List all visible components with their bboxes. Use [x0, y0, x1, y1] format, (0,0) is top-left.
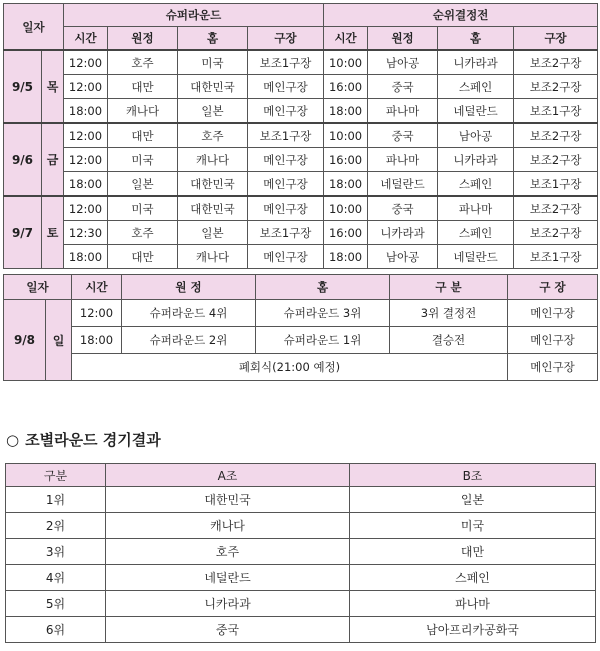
table-row	[6, 513, 596, 539]
group-b-cell: 대만	[350, 539, 596, 565]
placement-time: 10:00	[324, 50, 368, 75]
super-away: 호주	[108, 221, 178, 245]
group-b-cell: 파나마	[350, 591, 596, 617]
rank-cell: 6위	[6, 617, 106, 643]
placement-header: 순위결정전	[324, 4, 598, 27]
game-time: 18:00	[72, 327, 122, 354]
super-away: 호주	[108, 50, 178, 75]
super-time: 12:00	[64, 123, 108, 148]
table-row	[4, 148, 598, 172]
placement-home: 니카라과	[438, 148, 514, 172]
table-row	[4, 99, 598, 124]
game-away: 슈퍼라운드 4위	[122, 300, 256, 327]
super-venue: 메인구장	[248, 75, 324, 99]
placement-home: 파나마	[438, 196, 514, 221]
group-b-cell: 미국	[350, 513, 596, 539]
super-time: 12:00	[64, 75, 108, 99]
day-date: 9/7	[4, 196, 42, 269]
table-row	[4, 172, 598, 197]
away-header: 원정	[108, 27, 178, 51]
super-away: 미국	[108, 148, 178, 172]
super-venue: 메인구장	[248, 172, 324, 197]
placement-venue: 보조1구장	[514, 172, 598, 197]
table-row	[4, 245, 598, 269]
venue-header: 구장	[514, 27, 598, 51]
group-b-cell: 일본	[350, 487, 596, 513]
placement-time: 10:00	[324, 123, 368, 148]
time-header: 시간	[72, 275, 122, 300]
placement-venue: 보조2구장	[514, 75, 598, 99]
group-results-title	[6, 429, 161, 450]
finals-date: 9/8	[4, 300, 46, 381]
table-row	[4, 221, 598, 245]
super-time: 18:00	[64, 172, 108, 197]
super-time: 18:00	[64, 99, 108, 124]
venue-header: 구 장	[508, 275, 598, 300]
table-row	[4, 196, 598, 221]
home-header: 홈	[178, 27, 248, 51]
placement-time: 16:00	[324, 75, 368, 99]
super-home: 일본	[178, 221, 248, 245]
table-row	[6, 617, 596, 643]
placement-venue: 보조2구장	[514, 196, 598, 221]
super-venue: 메인구장	[248, 148, 324, 172]
super-away: 미국	[108, 196, 178, 221]
placement-time: 18:00	[324, 99, 368, 124]
group-results-table	[5, 463, 596, 643]
table-row	[6, 591, 596, 617]
super-home: 대한민국	[178, 196, 248, 221]
super-time: 12:00	[64, 50, 108, 75]
group-a-cell: 호주	[106, 539, 350, 565]
placement-venue: 보조1구장	[514, 99, 598, 124]
away-header: 원 정	[122, 275, 256, 300]
super-time: 18:00	[64, 245, 108, 269]
table-row	[6, 487, 596, 513]
super-time: 12:30	[64, 221, 108, 245]
bullet-icon: ○	[6, 431, 20, 449]
placement-home: 스페인	[438, 172, 514, 197]
group-a-cell: 대한민국	[106, 487, 350, 513]
venue-header: 구장	[248, 27, 324, 51]
super-time: 12:00	[64, 196, 108, 221]
game-category: 결승전	[390, 327, 508, 354]
placement-away: 니카라과	[368, 221, 438, 245]
game-home: 슈퍼라운드 1위	[256, 327, 390, 354]
group-a-cell: 중국	[106, 617, 350, 643]
day-date: 9/6	[4, 123, 42, 196]
placement-home: 남아공	[438, 123, 514, 148]
super-venue: 메인구장	[248, 196, 324, 221]
super-away: 대만	[108, 245, 178, 269]
game-venue: 메인구장	[508, 327, 598, 354]
game-category: 3위 결정전	[390, 300, 508, 327]
super-away: 대만	[108, 123, 178, 148]
placement-time: 18:00	[324, 172, 368, 197]
day-date: 9/5	[4, 50, 42, 123]
rank-header: 구분	[6, 464, 106, 487]
group-a-cell: 캐나다	[106, 513, 350, 539]
placement-away: 남아공	[368, 50, 438, 75]
group-a-cell: 니카라과	[106, 591, 350, 617]
super-venue: 보조1구장	[248, 123, 324, 148]
table-row	[4, 50, 598, 75]
super-home: 대한민국	[178, 172, 248, 197]
day-weekday: 금	[42, 123, 64, 196]
placement-home: 네덜란드	[438, 99, 514, 124]
closing-ceremony: 폐회식(21:00 예정)	[72, 354, 508, 381]
super-venue: 보조1구장	[248, 221, 324, 245]
placement-time: 16:00	[324, 221, 368, 245]
super-venue: 메인구장	[248, 245, 324, 269]
super-venue: 메인구장	[248, 99, 324, 124]
finals-weekday: 일	[46, 300, 72, 381]
super-home: 호주	[178, 123, 248, 148]
placement-away: 파나마	[368, 148, 438, 172]
group-a-cell: 네덜란드	[106, 565, 350, 591]
away-header: 원정	[368, 27, 438, 51]
placement-time: 10:00	[324, 196, 368, 221]
super-home: 미국	[178, 50, 248, 75]
time-header: 시간	[64, 27, 108, 51]
super-away: 일본	[108, 172, 178, 197]
super-away: 캐나다	[108, 99, 178, 124]
category-header: 구 분	[390, 275, 508, 300]
table-row	[6, 539, 596, 565]
super-round-header: 슈퍼라운드	[64, 4, 324, 27]
super-time: 12:00	[64, 148, 108, 172]
placement-away: 중국	[368, 75, 438, 99]
home-header: 홈	[438, 27, 514, 51]
super-away: 대만	[108, 75, 178, 99]
table-row	[4, 75, 598, 99]
date-header: 일자	[4, 275, 72, 300]
placement-home: 니카라과	[438, 50, 514, 75]
placement-venue: 보조2구장	[514, 221, 598, 245]
group-results-title-text: 조별라운드 경기결과	[25, 431, 161, 449]
table-row	[6, 565, 596, 591]
date-header: 일자	[4, 4, 64, 51]
super-home: 캐나다	[178, 148, 248, 172]
time-header: 시간	[324, 27, 368, 51]
placement-away: 네덜란드	[368, 172, 438, 197]
placement-time: 16:00	[324, 148, 368, 172]
placement-time: 18:00	[324, 245, 368, 269]
rank-cell: 3위	[6, 539, 106, 565]
group-b-cell: 남아프리카공화국	[350, 617, 596, 643]
super-home: 일본	[178, 99, 248, 124]
placement-home: 스페인	[438, 221, 514, 245]
placement-home: 네덜란드	[438, 245, 514, 269]
rank-cell: 2위	[6, 513, 106, 539]
placement-away: 중국	[368, 123, 438, 148]
group-b-cell: 스페인	[350, 565, 596, 591]
game-away: 슈퍼라운드 2위	[122, 327, 256, 354]
group-b-header: B조	[350, 464, 596, 487]
placement-home: 스페인	[438, 75, 514, 99]
day-weekday: 목	[42, 50, 64, 123]
placement-venue: 보조1구장	[514, 245, 598, 269]
rank-cell: 1위	[6, 487, 106, 513]
super-home: 대한민국	[178, 75, 248, 99]
day-weekday: 토	[42, 196, 64, 269]
placement-venue: 보조2구장	[514, 50, 598, 75]
placement-away: 파나마	[368, 99, 438, 124]
placement-venue: 보조2구장	[514, 148, 598, 172]
super-venue: 보조1구장	[248, 50, 324, 75]
placement-venue: 보조2구장	[514, 123, 598, 148]
game-venue: 메인구장	[508, 300, 598, 327]
group-a-header: A조	[106, 464, 350, 487]
home-header: 홈	[256, 275, 390, 300]
game-home: 슈퍼라운드 3위	[256, 300, 390, 327]
placement-away: 남아공	[368, 245, 438, 269]
schedule-table	[3, 3, 598, 269]
game-time: 12:00	[72, 300, 122, 327]
finals-table	[3, 274, 598, 381]
super-home: 캐나다	[178, 245, 248, 269]
rank-cell: 4위	[6, 565, 106, 591]
placement-away: 중국	[368, 196, 438, 221]
closing-venue: 메인구장	[508, 354, 598, 381]
table-row	[4, 123, 598, 148]
rank-cell: 5위	[6, 591, 106, 617]
